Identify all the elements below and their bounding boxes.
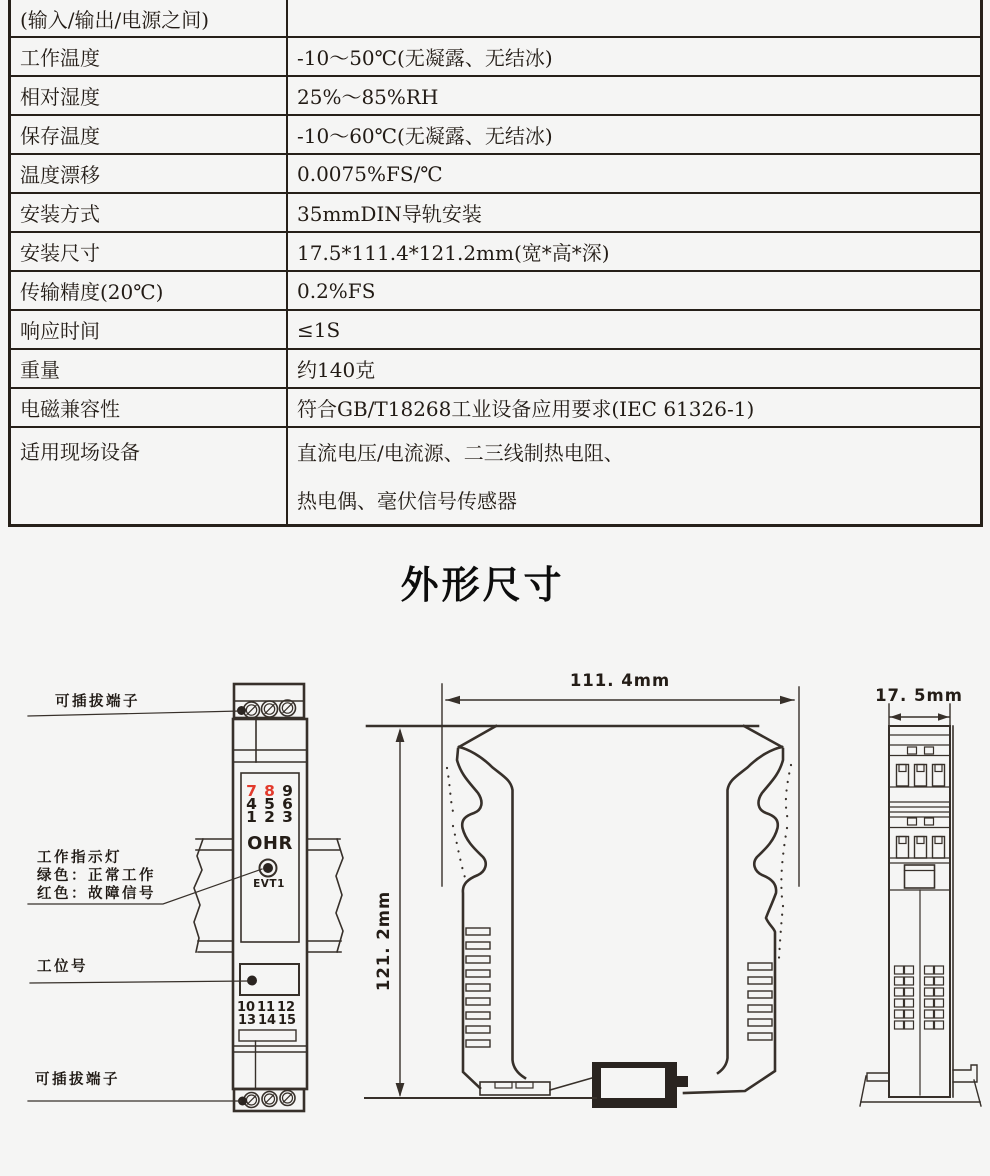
table-row	[10, 427, 982, 526]
spec-value-line2: 热电偶、毫伏信号传感器	[297, 489, 517, 513]
spec-table	[8, 0, 983, 527]
station-window	[240, 964, 299, 995]
spec-label-cell: 传输精度(20℃)	[10, 271, 288, 310]
spec-label-cell: (输入/输出/电源之间)	[10, 0, 288, 37]
terminal-number-14: 14	[257, 1013, 277, 1028]
dimension-width	[442, 671, 799, 886]
side-view	[365, 671, 799, 1108]
vent-grid	[895, 966, 944, 1029]
table-row	[10, 0, 982, 37]
table-row	[10, 154, 982, 193]
table-row	[10, 349, 982, 388]
terminal-numbers-top	[246, 782, 293, 826]
terminal-number-5: 5	[264, 795, 275, 813]
table-row	[10, 37, 982, 76]
terminal-number-8: 8	[264, 782, 275, 800]
spec-value-cell: 0.2%FS	[287, 271, 982, 310]
terminal-numbers-bottom	[237, 1000, 296, 1028]
spec-value-cell: 符合GB/T18268工业设备应用要求(IEC 61326-1)	[287, 388, 982, 427]
dimension-depth-label: 17. 5mm	[875, 686, 963, 705]
end-outline	[889, 726, 953, 1097]
terminal-number-11: 11	[256, 1000, 276, 1015]
vent-slots-right	[748, 963, 772, 1040]
terminal-number-9: 9	[282, 782, 293, 800]
spec-value-cell: 25%～85%RH	[287, 76, 982, 115]
spec-value-cell: 约140克	[287, 349, 982, 388]
top-terminal-block	[234, 684, 304, 718]
table-row	[10, 115, 982, 154]
spec-value-cell	[287, 0, 982, 37]
dimension-drawing	[0, 648, 990, 1176]
page-title: 外形尺寸	[400, 563, 565, 607]
callout-terminal-bottom: 可插拔端子	[35, 1072, 120, 1088]
callout-indicator-green: 绿色：正常工作	[37, 868, 156, 884]
spec-value-cell: 35mmDIN导轨安装	[287, 193, 982, 232]
bottom-terminal-block	[234, 1089, 304, 1111]
terminal-number-12: 12	[276, 1000, 296, 1015]
dimension-height-label: 121. 2mm	[374, 890, 393, 992]
spec-label-cell: 响应时间	[10, 310, 288, 349]
terminal-number-6: 6	[282, 795, 293, 813]
dimension-height	[374, 728, 404, 1097]
dimension-depth	[875, 686, 963, 727]
terminal-number-2: 2	[264, 808, 275, 826]
spec-value-cell: 0.0075%FS/℃	[287, 154, 982, 193]
spec-label-cell: 工作温度	[10, 37, 288, 76]
led-id-label: EVT1	[253, 878, 285, 890]
spec-value-cell: -10～60℃(无凝露、无结冰)	[287, 115, 982, 154]
callout-station-number: 工位号	[37, 959, 88, 975]
spec-label-cell: 保存温度	[10, 115, 288, 154]
table-row	[10, 76, 982, 115]
status-led	[260, 860, 277, 877]
din-clip	[365, 1062, 688, 1108]
terminal-number-3: 3	[282, 808, 293, 826]
din-rail	[194, 839, 343, 952]
spec-label-cell: 适用现场设备	[10, 427, 288, 526]
callout-indicator-red: 红色：故障信号	[37, 886, 156, 902]
spec-label-cell: 相对湿度	[10, 76, 288, 115]
end-view	[860, 686, 981, 1106]
spec-label-cell: 重量	[10, 349, 288, 388]
table-row	[10, 193, 982, 232]
callout-terminal-top: 可插拔端子	[55, 694, 140, 710]
side-outline	[367, 726, 791, 1093]
brand-logo: OHR	[247, 833, 293, 854]
spec-value-cell: 17.5*111.4*121.2mm(宽*高*深)	[287, 232, 982, 271]
terminal-number-10: 10	[236, 1000, 256, 1015]
vent-slots-left	[466, 928, 490, 1047]
terminal-number-1: 1	[246, 808, 257, 826]
front-view	[194, 684, 343, 1111]
terminal-number-15: 15	[277, 1013, 297, 1028]
spec-value-cell: ≤1S	[287, 310, 982, 349]
spec-value-cell	[287, 427, 982, 526]
spec-value-line1: 直流电压/电流源、二三线制热电阻、	[297, 441, 624, 465]
terminal-number-4: 4	[246, 795, 257, 813]
spec-label-cell: 安装方式	[10, 193, 288, 232]
table-row	[10, 388, 982, 427]
callout-indicator-title: 工作指示灯	[37, 850, 122, 866]
table-row	[10, 310, 982, 349]
dimension-width-label: 111. 4mm	[569, 671, 671, 690]
table-row	[10, 232, 982, 271]
terminal-number-7: 7	[246, 782, 257, 800]
callouts	[28, 692, 262, 1101]
spec-value-cell: -10～50℃(无凝露、无结冰)	[287, 37, 982, 76]
spec-label-cell: 温度漂移	[10, 154, 288, 193]
table-row	[10, 271, 982, 310]
spec-label-cell: 电磁兼容性	[10, 388, 288, 427]
terminal-number-13: 13	[237, 1013, 257, 1028]
spec-label-cell: 安装尺寸	[10, 232, 288, 271]
